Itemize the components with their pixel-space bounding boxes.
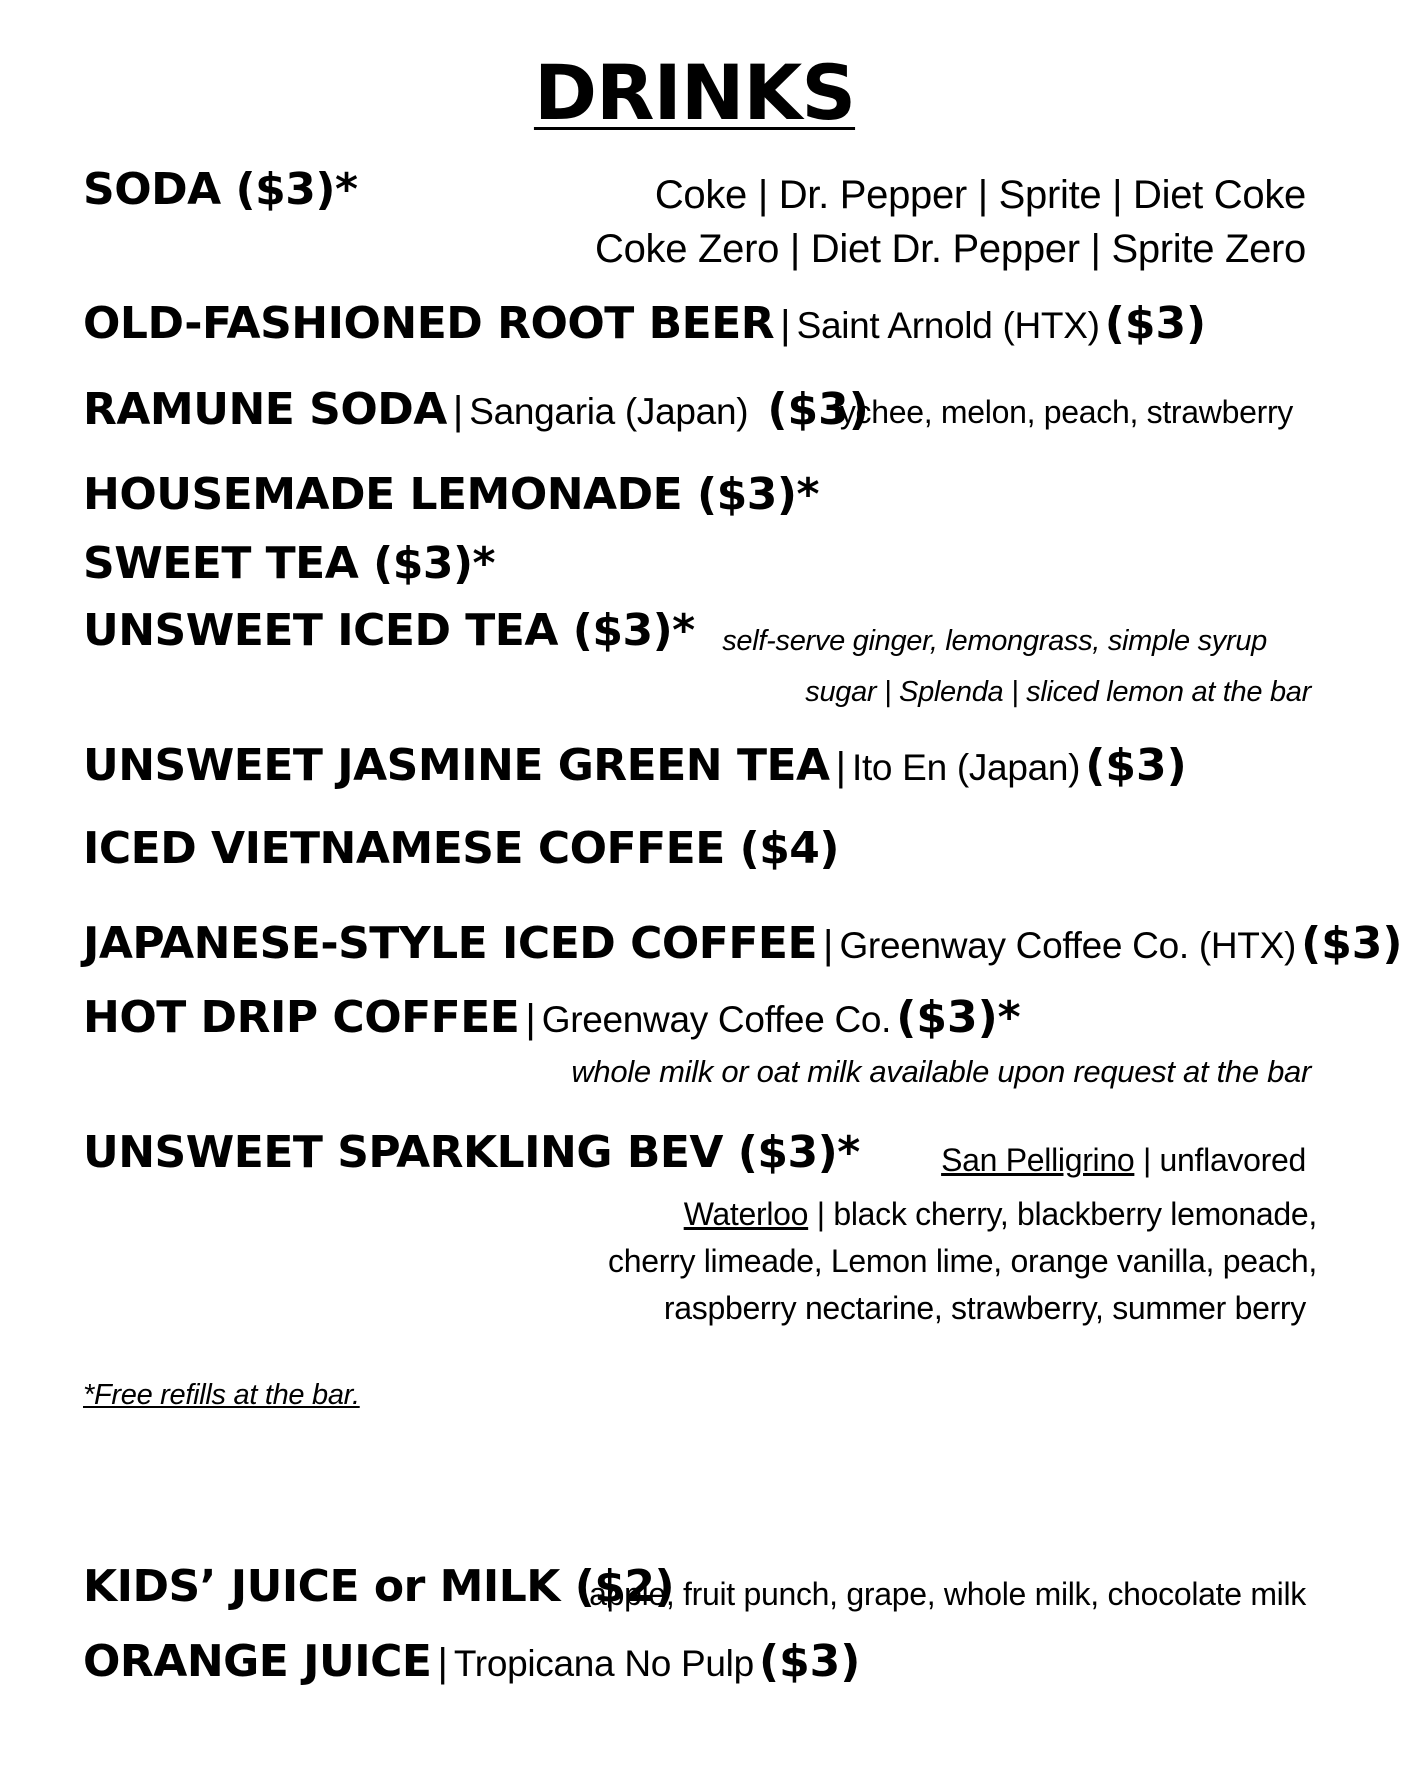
menu-title: DRINKS (533, 48, 856, 137)
jp-coffee-price: ($3) (1301, 918, 1403, 969)
root-beer-item (83, 298, 1206, 349)
hot-coffee-heading: HOT DRIP COFFEE (83, 992, 520, 1043)
hot-coffee-price: ($3)* (896, 992, 1021, 1043)
root-beer-heading: OLD-FASHIONED ROOT BEER (83, 298, 775, 349)
ramune-heading: RAMUNE SODA (83, 384, 447, 435)
green-tea-brand: Ito En (Japan) (851, 747, 1081, 788)
green-tea-item (83, 740, 1187, 791)
ramune-brand: Sangaria (Japan) (469, 391, 749, 432)
tea-condiments-note2: sugar | Splenda | sliced lemon at the bar (805, 676, 1311, 708)
oj-item (83, 1636, 860, 1687)
unsweet-tea-heading: UNSWEET ICED TEA ($3)* (83, 605, 695, 656)
ramune-flavors: lychee, melon, peach, strawberry (833, 394, 1293, 430)
sparkling-line2 (684, 1198, 1317, 1230)
separator: | (835, 745, 846, 789)
sweet-tea-heading: SWEET TEA ($3)* (83, 538, 496, 589)
milk-note: whole milk or oat milk available upon request at the bar (571, 1054, 1311, 1089)
refill-note: *Free refills at the bar. (83, 1379, 360, 1411)
oj-price: ($3) (758, 1636, 861, 1687)
separator: | (525, 997, 536, 1041)
tea-condiments-note1: self-serve ginger, lemongrass, simple syrup (722, 625, 1267, 657)
lemonade-heading: HOUSEMADE LEMONADE ($3)* (83, 469, 819, 520)
kids-heading: KIDS’ JUICE or MILK ($2) (83, 1561, 675, 1612)
separator: | (823, 923, 834, 967)
sparkling-line3: cherry limeade, Lemon lime, orange vanilla, peach, (608, 1243, 1317, 1279)
san-pellegrino-brand: San Pelligrino (941, 1142, 1135, 1178)
soda-options-line2: Coke Zero | Diet Dr. Pepper | Sprite Zero (595, 227, 1306, 271)
sparkling-line4: raspberry nectarine, strawberry, summer berry (663, 1290, 1306, 1326)
waterloo-brand: Waterloo (683, 1196, 809, 1232)
green-tea-price: ($3) (1085, 740, 1187, 791)
ramune-item (83, 384, 869, 435)
sparkling-line1 (941, 1144, 1306, 1176)
kids-options: apple, fruit punch, grape, whole milk, chocolate milk (589, 1576, 1306, 1612)
oj-brand: Tropicana No Pulp (453, 1643, 754, 1684)
jp-coffee-heading: JAPANESE-STYLE ICED COFFEE (83, 918, 818, 969)
viet-coffee-heading: ICED VIETNAMESE COFFEE ($4) (83, 823, 840, 874)
soda-heading: SODA ($3)* (83, 164, 358, 215)
hot-coffee-item (83, 992, 1021, 1043)
separator: | (780, 303, 791, 347)
san-pellegrino-flavor: | unflavored (1134, 1142, 1306, 1178)
root-beer-brand: Saint Arnold (HTX) (796, 305, 1100, 346)
separator: | (452, 389, 464, 433)
green-tea-heading: UNSWEET JASMINE GREEN TEA (83, 740, 830, 791)
sparkling-heading: UNSWEET SPARKLING BEV ($3)* (83, 1127, 860, 1178)
hot-coffee-brand: Greenway Coffee Co. (541, 999, 892, 1040)
jp-coffee-item (83, 918, 1403, 969)
separator: | (437, 1641, 448, 1685)
soda-options-line1: Coke | Dr. Pepper | Sprite | Diet Coke (654, 173, 1306, 217)
oj-heading: ORANGE JUICE (83, 1636, 432, 1687)
jp-coffee-brand: Greenway Coffee Co. (HTX) (839, 925, 1296, 966)
waterloo-flavors: | black cherry, blackberry lemonade, (808, 1196, 1317, 1232)
ramune-price: ($3) (767, 384, 869, 435)
root-beer-price: ($3) (1104, 298, 1207, 349)
